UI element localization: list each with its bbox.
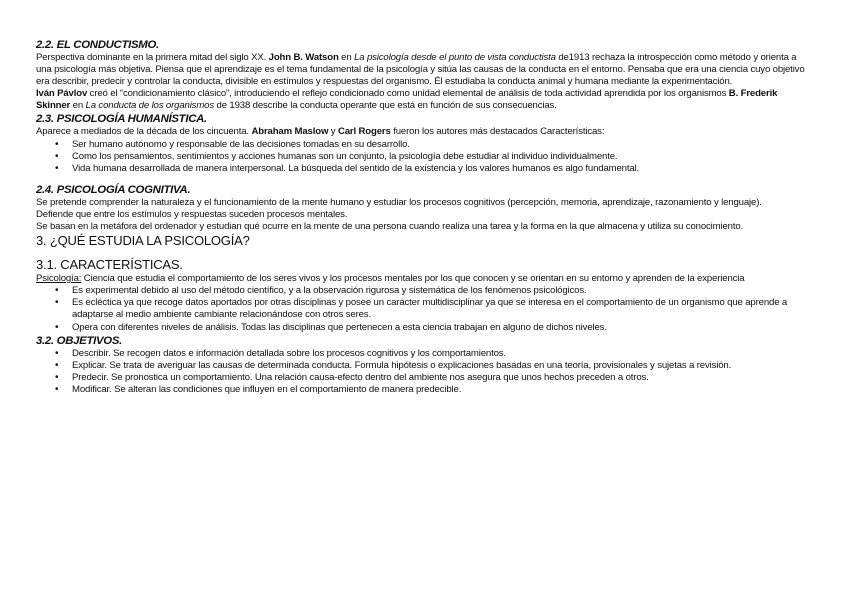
paragraph-watson (36, 52, 812, 88)
paragraph-definicion (36, 273, 812, 285)
author-name: John B. Watson (268, 52, 339, 63)
text-run: Aparece a mediados de la década de los cincuenta. (36, 126, 252, 138)
paragraph-cognitiva-2: Defiende que entre los estímulos y respuestas suceden procesos mentales. (36, 208, 348, 220)
text-run: Perspectiva dominante en la primera mitad del siglo XX. (36, 52, 269, 63)
text-run: de 1938 describe la conducta operante que está en función de sus consecuencias. (214, 100, 557, 112)
list-item: • Explicar. Se trata de averiguar las causas de determinada conducta. Formula hipótesis o explicaciones basadas en una teoría, provisionales y sujetas a revisión. (72, 360, 812, 372)
text-run: en (70, 100, 86, 112)
book-title: La psicología desde el punto de vista conductista (354, 52, 556, 63)
text-run: en (338, 52, 355, 63)
chapter-heading-que-estudia: 3. ¿QUÉ ESTUDIA LA PSICOLOGÍA? (36, 233, 250, 249)
list-item: • Vida humana desarrollada de manera interpersonal. La búsqueda del sentido de la existencia y los valores humanos es algo fundamental. (72, 163, 812, 175)
author-name: B. Frederik Skinner (36, 88, 778, 112)
list-item: • Como los pensamientos, sentimientos y acciones humanas son un conjunto, la psicología debe estudiar al individuo individualmente. (72, 151, 812, 163)
paragraph-humanistica-intro (36, 126, 812, 138)
section-heading-caracteristicas: 3.1. CARACTERÍSTICAS. (36, 257, 183, 273)
section-heading-objetivos: 3.2. OBJETIVOS. (36, 334, 123, 347)
spacer (36, 249, 812, 257)
objetivos-list (36, 348, 812, 396)
list-item: • Predecir. Se pronostica un comportamiento. Una relación causa-efecto dentro del ambiente nos asegura que unos hechos preceden a otros. (72, 372, 812, 384)
section-heading-conductismo: 2.2. EL CONDUCTISMO. (36, 39, 159, 51)
text-run: fueron los autores más destacados Características: (390, 126, 605, 138)
list-item: • Opera con diferentes niveles de análisis. Todas las disciplinas que pertenecen a esta ciencia trabajan en alguno de dichos niveles. (72, 322, 812, 334)
paragraph-cognitiva-1: Se pretende comprender la naturaleza y el funcionamiento de la mente humano y estudiar los procesos cognitivos (percepción, memoria, aprendizaje, razonamiento y lenguaje). (36, 196, 762, 208)
list-item: • Es ecléctica ya que recoge datos aportados por otras disciplinas y posee un carácter multidisciplinar ya que se interesa en el comportamiento de un organismo que aprende a adaptarse al medio ambiente cambiante relacionándose con otros seres. (72, 297, 812, 321)
section-heading-cognitiva: 2.4. PSICOLOGÍA COGNITIVA. (36, 183, 191, 196)
author-name: Abraham Maslow (251, 126, 329, 138)
author-name: Carl Rogers (337, 126, 391, 138)
section-heading-humanistica: 2.3. PSICOLOGÍA HUMANÍSTICA. (36, 113, 207, 126)
spacer (36, 175, 812, 183)
paragraph-pavlov-skinner (36, 88, 812, 112)
list-item: • Es experimental debido al uso del método científico, y a la observación rigurosa y sistemática de los fenómenos psicológicos. (72, 285, 812, 297)
text-run: creó el “condicionamiento clásico”, introduciendo el reflejo condicionado como unidad elemental de análisis de toda actividad aprendida por los organismos (87, 88, 729, 100)
definition-term: Psicología: (36, 273, 82, 285)
book-title: La conducta de los organismos (85, 100, 214, 112)
list-item: • Modificar. Se alteran las condiciones que influyen en el comportamiento de manera predecible. (72, 384, 812, 396)
text-run: de1913 rechaza la introspección como método y orienta a una psicología más objetiva. Piensa que el aprendizaje es el tema fundamental de la psicología y sitúa las causas de la conducta en el entorno. Pensaba que era una ciencia cuyo objetivo era describir, predecir y controlar la conducta, divisible en estímulos y respuestas del organismo. Él estudiaba la conducta animal y humana mediante la experimentación. (36, 52, 805, 88)
caracteristicas-list (36, 285, 812, 333)
author-name: Iván Pávlov (36, 88, 88, 100)
text-run: y (328, 126, 338, 138)
list-item: • Ser humano autónomo y responsable de las decisiones tomadas en su desarrollo. (72, 139, 812, 151)
humanistica-list (36, 139, 812, 175)
list-item: • Describir. Se recogen datos e información detallada sobre los procesos cognitivos y los comportamientos. (72, 348, 812, 360)
text-run: Ciencia que estudia el comportamiento de los seres vivos y los procesos mentales por los que conocen y se orientan en su entorno y aprenden de la experiencia (81, 273, 745, 285)
paragraph-cognitiva-3: Se basan en la metáfora del ordenador y estudian qué ocurre en la mente de una persona cuando realiza una tarea y la forma en la que almacena y utiliza su conocimiento. (36, 221, 744, 233)
